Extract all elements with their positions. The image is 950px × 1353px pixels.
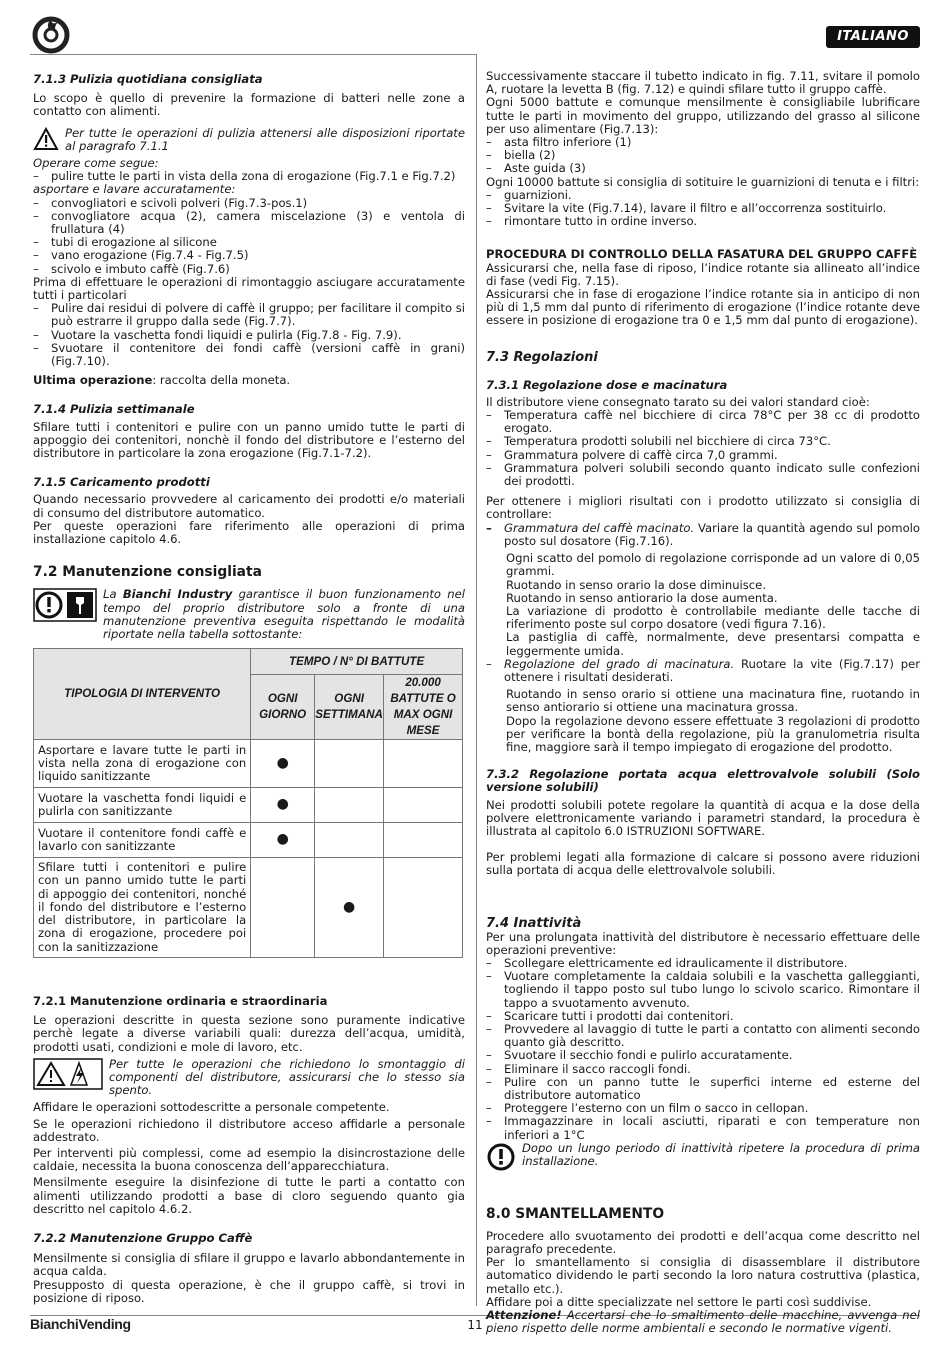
section-title: 7.1.5 Caricamento prodotti bbox=[33, 475, 210, 490]
header-type: TIPOLOGIA DI INTERVENTO bbox=[34, 649, 251, 740]
paragraph: Per una prolungata inattività del distributore è necessario effettuare delle operazioni preventive: bbox=[486, 929, 920, 957]
page-number: 11 bbox=[467, 1318, 483, 1332]
item-heading: Grammatura del caffè macinato. bbox=[504, 520, 695, 535]
table-header-row bbox=[34, 649, 463, 675]
list-item: – Proteggere l’esterno con un film o sacco in cellopan. bbox=[486, 1102, 920, 1115]
bianchi-logo-icon bbox=[30, 12, 72, 54]
list-item: – Svuotare il secchio fondi e pulirlo accuratamente. bbox=[486, 1049, 920, 1062]
row-mark-weekly bbox=[315, 740, 384, 788]
section-title: 8.0 SMANTELLAMENTO bbox=[486, 1205, 665, 1222]
language-badge: ITALIANO bbox=[826, 26, 920, 48]
header-monthly: 20.000 BATTUTE O MAX OGNI MESE bbox=[384, 675, 463, 740]
section-title: 7.3.1 Regolazione dose e macinatura bbox=[486, 377, 728, 392]
text: Ruotare la vite (Fig.7.17) per ottenere i risultati desiderati. bbox=[504, 656, 921, 684]
paragraph: Successivamente staccare il tubetto indicato in fig. 7.11, svitare il pomolo A, ruotare la levetta B (fig. 7.12) e quindi sfilare tutto il gruppo caffè. bbox=[486, 69, 920, 97]
paragraph: Per interventi più complessi, come ad esempio la disincrostazione delle caldaie, necessita la buona conoscenza dell’apparecchiatura. bbox=[33, 1146, 465, 1174]
paragraph: Mensilmente si consiglia di sfilare il gruppo e lavarlo abbondantemente in acqua calda. bbox=[33, 1251, 465, 1279]
list-item: – scivolo e imbuto caffè (Fig.7.6) bbox=[33, 263, 465, 276]
list-item: – convogliatore acqua (2), camera miscelazione (3) e ventola di frullatura (4) bbox=[33, 210, 465, 236]
footer-brand: BianchiVending bbox=[30, 1316, 131, 1332]
paragraph: Lo scopo è quello di prevenire la formazione di batteri nelle zone a contatto con alimenti. bbox=[33, 91, 465, 119]
list-item: – Vuotare la vaschetta fondi liquidi e pulirla (Fig.7.8 - Fig. 7.9). bbox=[33, 329, 465, 342]
paragraph: Prima di effettuare le operazioni di rimontaggio asciugare accuratamente tutti i particolari bbox=[33, 274, 465, 303]
text: Variare la quantità agendo sul pomolo posto sul dosatore (Fig.7.16). bbox=[504, 520, 920, 548]
paragraph: La variazione di prodotto è controllabile mediante delle tacche di riferimento poste sul corpo dosatore (vedi figura 7.16). bbox=[506, 603, 920, 632]
list-item: – tubi di erogazione al silicone bbox=[33, 236, 465, 249]
row-description: Vuotare il contenitore fondi caffè e lavarlo con sanitizzante bbox=[34, 823, 251, 858]
right-column bbox=[486, 70, 920, 1335]
inactivity-warning bbox=[486, 1142, 920, 1172]
note-text bbox=[103, 588, 465, 641]
list-item: – Grammatura polveri solubili secondo quanto indicato sulle confezioni dei prodotti. bbox=[486, 462, 920, 488]
section-7-2-1 bbox=[33, 995, 465, 1305]
row-mark-daily: ● bbox=[251, 740, 315, 788]
section-7-1-3 bbox=[33, 73, 465, 641]
paragraph: Per queste operazioni fare riferimento alle operazioni di prima installazione capitolo 4.6. bbox=[33, 518, 465, 547]
row-description: Vuotare la vaschetta fondi liquidi e pulirla con sanitizzante bbox=[34, 788, 251, 823]
section-title: 7.2.1 Manutenzione ordinaria e straordinaria bbox=[33, 994, 328, 1008]
list-item: – Pulire dai residui di polvere di caffè il gruppo; per facilitare il compito si può estrarre il gruppo dalla sede (Fig.7.7). bbox=[33, 302, 465, 328]
list-item: – Scollegare elettricamente ed idraulicamente il distributore. bbox=[486, 957, 920, 970]
list-item: – Temperatura caffè nel bicchiere di circa 78°C per 38 cc di prodotto erogato. bbox=[486, 409, 920, 435]
electric-hazard-icon bbox=[33, 1058, 103, 1090]
paragraph: Il distributore viene consegnato tarato su dei valori standard cioè: bbox=[486, 394, 870, 409]
section-title: 7.4 Inattività bbox=[486, 915, 582, 931]
list-item: – Immagazzinare in locali asciutti, riparati e con temperature non inferiori a 1°C bbox=[486, 1115, 920, 1141]
paragraph: Se le operazioni richiedono il distributore acceso affidarle a personale addestrato. bbox=[33, 1116, 465, 1144]
paragraph: Ogni 5000 battute e comunque mensilmente è consigliabile lubrificare tutte le parti in movimento del gruppo, utilizzando del grasso al silicone per uso alimentare (Fig.7.13): bbox=[486, 95, 920, 136]
text: Accertarsi che lo smaltimento delle macchine, avvenga nel pieno rispetto delle norme ambientali e secondo le normative vigenti. bbox=[486, 1308, 920, 1336]
header-weekly: OGNI SETTIMANA bbox=[315, 675, 384, 740]
row-mark-weekly bbox=[315, 788, 384, 823]
top-rule bbox=[30, 54, 477, 55]
paragraph: Quando necessario provvedere al caricamento dei prodotti e/o materiali di consumo del distributore automatico. bbox=[33, 492, 465, 520]
section-title: 7.1.4 Pulizia settimanale bbox=[33, 402, 195, 417]
section-title: 7.3.2 Regolazione portata acqua elettrovalvole solubili (Solo versione solubili) bbox=[486, 767, 920, 795]
paragraph bbox=[33, 374, 465, 387]
attention-label: Attenzione! bbox=[486, 1308, 562, 1323]
list-item: – biella (2) bbox=[486, 149, 920, 162]
text: : raccolta della moneta. bbox=[152, 373, 291, 388]
list-item: – Aste guida (3) bbox=[486, 162, 920, 175]
list-item: – convogliatori e scivoli polveri (Fig.7.3-pos.1) bbox=[33, 197, 465, 210]
paragraph: Ruotando in senso orario la dose diminuisce. bbox=[506, 577, 767, 592]
text: La bbox=[103, 587, 123, 602]
power-off-warning bbox=[33, 1058, 465, 1098]
paragraph bbox=[486, 1309, 920, 1335]
paragraph: Assicurarsi che in fase di erogazione l’indice rotante sia in anticipo di non più di 1,5 mm dal punto di riferimento di erogazione (l’indice rotante deve essere in posizione di erogazione tra 0 e 1,5 mm dal punto di erogazione). bbox=[486, 287, 920, 328]
list-item: – rimontare tutto in ordine inverso. bbox=[486, 215, 920, 228]
header-time-group: TEMPO / N° DI BATTUTE bbox=[251, 649, 463, 675]
paragraph: Affidare le operazioni sottodescritte a personale competente. bbox=[33, 1100, 390, 1115]
paragraph: Assicurarsi che, nella fase di riposo, l’indice rotante sia allineato all’indice di fase (vedi Fig. 7.15). bbox=[486, 260, 920, 288]
row-mark-monthly bbox=[384, 788, 463, 823]
cleaning-warning bbox=[33, 127, 465, 153]
paragraph: Procedere allo svuotamento dei prodotti e dell’acqua come descritto nel paragrafo precedente. bbox=[486, 1228, 920, 1257]
paragraph: Sfilare tutti i contenitori e pulire con un panno umido tutte le parti di appoggio dei contenitori, nonchè il fondo del distributore e l’esterno del distributore in particolare la zona erogazione (Fig.7.1-7.2). bbox=[33, 419, 465, 461]
maintenance-table bbox=[33, 648, 463, 958]
list-item: – Eliminare il sacco raccogli fondi. bbox=[486, 1063, 920, 1076]
paragraph: Presupposto di questa operazione, è che il gruppo caffè, si trovi in posizione di riposo. bbox=[33, 1277, 465, 1305]
paragraph: Per ottenere i migliori risultati con i prodotto utilizzato si consiglia di controllare: bbox=[486, 494, 920, 522]
list-item: – guarnizioni. bbox=[486, 189, 920, 202]
text: garantisce il buon funzionamento nel tempo del proprio distributore solo a fronte di una manutenzione preventiva eseguita rispettando le modalità riportate nella tabella sottostante: bbox=[103, 587, 465, 641]
list-item: – Vuotare completamente la caldaia solubili e la vaschetta galleggianti, togliendo il tappo posto sul tubo lungo lo scivolo scarico. Rimontare il tappo a svuotamento avvenuto. bbox=[486, 970, 920, 1010]
section-title: 7.1.3 Pulizia quotidiana consigliata bbox=[33, 72, 263, 86]
warning-triangle-icon bbox=[33, 127, 59, 151]
warning-text: Per tutte le operazioni che richiedono lo smontaggio di componenti del distributore, assicurarsi che lo stesso sia spento. bbox=[109, 1056, 465, 1098]
bold-label: Ultima operazione bbox=[33, 373, 153, 388]
list-item: – asta filtro inferiore (1) bbox=[486, 136, 920, 149]
list-item: – Svitare la vite (Fig.7.14), lavare il filtro e all’occorrenza sostituirlo. bbox=[486, 202, 920, 215]
list-item: – pulire tutte le parti in vista della zona di erogazione (Fig.7.1 e Fig.7.2) bbox=[33, 170, 465, 183]
row-description: Sfilare tutti i contenitori e pulire con un panno umido tutte le parti di appoggio dei contenitori, nonché il fondo del distributore e l’esterno del distributore, in particolare la zona di erogazione, procedere poi con la sanitizzazione bbox=[34, 858, 251, 958]
table-row bbox=[34, 858, 463, 958]
warning-text: Dopo un lungo periodo di inattività ripetere la procedura di prima installazione. bbox=[522, 1140, 920, 1169]
section-title: PROCEDURA DI CONTROLLO DELLA FASATURA DEL GRUPPO CAFFÈ bbox=[486, 247, 918, 262]
list-item: – Svuotare il contenitore dei fondi caffè (versioni caffè in grani) (Fig.7.10). bbox=[33, 342, 465, 368]
row-mark-monthly bbox=[384, 858, 463, 958]
attention-tool-icon bbox=[33, 588, 97, 622]
row-mark-weekly: ● bbox=[315, 858, 384, 958]
list-item: – Provvedere al lavaggio di tutte le parti a contatto con alimenti secondo quanto già descritto. bbox=[486, 1023, 920, 1049]
header-daily: OGNI GIORNO bbox=[251, 675, 315, 740]
paragraph: Nei prodotti solubili potete regolare la quantità di acqua e la dose della polvere elettronicamente variando i parametri standard, la procedura è illustrata al capitolo 6.0 ISTRUZIONI SOFTWARE. bbox=[486, 797, 920, 838]
list-item: – Pulire con un panno tutte le superfici interne ed esterne del distributore automatico bbox=[486, 1076, 920, 1102]
list-item bbox=[486, 658, 920, 684]
paragraph: Ogni 10000 battute si consiglia di sotituire le guarnizioni di tenuta e i filtri: bbox=[486, 174, 920, 189]
paragraph: Le operazioni descritte in questa sezione sono puramente indicative perchè legate a diverse variabili quali: durezza dell’acqua, umidità, prodotti usati, condizioni e mole di lavoro, etc. bbox=[33, 1013, 465, 1054]
paragraph: Dopo la regolazione devono essere effettuate 3 regolazioni di prodotto per verificare la bontà della regolazione, più la granulometria risulta fine, maggiore sarà il tempo impiegato di erogazione del prodotto. bbox=[506, 713, 920, 754]
row-mark-daily: ● bbox=[251, 823, 315, 858]
paragraph: Ogni scatto del pomolo di regolazione corrisponde ad un valore di 0,05 grammi. bbox=[506, 551, 920, 579]
paragraph: Ruotando in senso antiorario la dose aumenta. bbox=[506, 590, 778, 605]
row-mark-daily: ● bbox=[251, 788, 315, 823]
item-heading: Regolazione del grado di macinatura. bbox=[504, 656, 735, 671]
list-item: – Temperatura prodotti solubili nel bicchiere di circa 73°C. bbox=[486, 435, 920, 448]
paragraph: Operare come segue: bbox=[33, 156, 159, 171]
row-mark-monthly bbox=[384, 823, 463, 858]
paragraph: Mensilmente eseguire la disinfezione di tutte le parti a contatto con alimenti utilizzando prodotti a base di cloro seguendo quanto gia descritto nel capitolo 4.6.2. bbox=[33, 1175, 465, 1216]
column-divider bbox=[476, 54, 477, 1306]
list-item: – Scaricare tutti i prodotti dai contenitori. bbox=[486, 1010, 920, 1023]
maintenance-note bbox=[33, 588, 465, 641]
paragraph: Affidare poi a ditte specializzate nel settore le parti così suddivise. bbox=[486, 1294, 872, 1309]
row-mark-monthly bbox=[384, 740, 463, 788]
list-item: – vano erogazione (Fig.7.4 - Fig.7.5) bbox=[33, 249, 465, 262]
section-title: 7.3 Regolazioni bbox=[486, 349, 598, 365]
paragraph: Per problemi legati alla formazione di calcare si possono avere riduzioni sulla portata di acqua delle elettrovalvole solubili. bbox=[486, 850, 920, 878]
table-row bbox=[34, 740, 463, 788]
paragraph: La pastiglia di caffè, normalmente, deve presentarsi compatta e leggermente umida. bbox=[506, 630, 920, 658]
attention-circle-icon bbox=[486, 1142, 516, 1172]
section-title: 7.2.2 Manutenzione Gruppo Caffè bbox=[33, 1231, 253, 1246]
paragraph: Per lo smantellamento si consiglia di disassemblare il distributore automatico dividendo le parti secondo la loro natura costruttiva (plastica, metallo etc.). bbox=[486, 1255, 920, 1296]
section-title: 7.2 Manutenzione consigliata bbox=[33, 564, 262, 581]
row-description: Asportare e lavare tutte le parti in vista nella zona di erogazione con liquido sanitizzante bbox=[34, 740, 251, 788]
warning-text: Per tutte le operazioni di pulizia attenersi alle disposizioni riportate al paragrafo 7.1.1 bbox=[65, 125, 465, 153]
row-mark-weekly bbox=[315, 823, 384, 858]
list-item bbox=[486, 522, 920, 548]
table-row bbox=[34, 788, 463, 823]
paragraph: asportare e lavare accuratamente: bbox=[33, 182, 236, 197]
paragraph: Ruotando in senso orario si ottiene una macinatura fine, ruotando in senso antiorario si ottiene una macinatura grossa. bbox=[506, 687, 920, 715]
list-item: – Grammatura polvere di caffè circa 7,0 grammi. bbox=[486, 449, 920, 462]
table-row bbox=[34, 823, 463, 858]
row-mark-daily bbox=[251, 858, 315, 958]
brand-name: Bianchi Industry bbox=[122, 587, 233, 602]
